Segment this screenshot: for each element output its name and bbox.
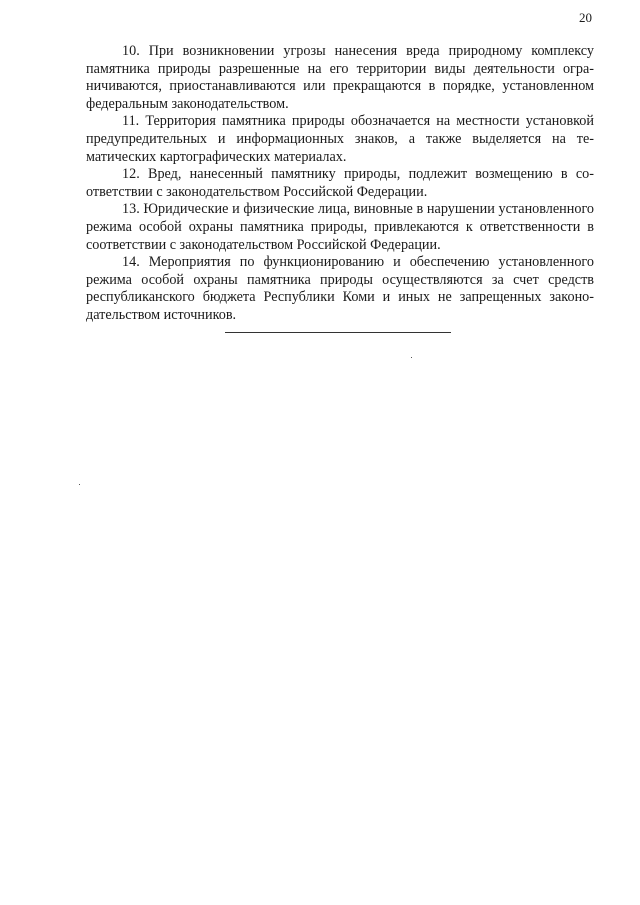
paragraph-12: 12. Вред, нанесенный памятнику природы, подлежит возмещению в соответствии с законодательством Российской Федерации.: [86, 166, 594, 200]
scan-speck: [79, 484, 80, 485]
page-number: 20: [579, 10, 592, 25]
scan-speck: [411, 357, 412, 358]
paragraph-11: 11. Территория памятника природы обозначается на местности установкой предупредительных и информационных знаков, а также выделяется на тематических картографических материалах.: [86, 113, 594, 165]
paragraph-10: 10. При возникновении угрозы нанесения вреда природному комплексу памятника природы разрешенные на его территории виды деятельности ограничиваются, приостанавливаются или прекращаются в порядке, установленном федеральным законодательством.: [86, 43, 594, 112]
end-divider-line: [225, 332, 451, 333]
paragraph-14: 14. Мероприятия по функционированию и обеспечению установленного режима особой охраны памятника природы осуществляются за счет средств республиканского бюджета Республики Коми и иных не запрещенных законодательством источников.: [86, 254, 594, 323]
document-body: [86, 43, 594, 325]
paragraph-13: 13. Юридические и физические лица, виновные в нарушении установленного режима особой охраны памятника природы, привлекаются к ответственности в соответствии с законодательством Российской Федерации.: [86, 201, 594, 253]
